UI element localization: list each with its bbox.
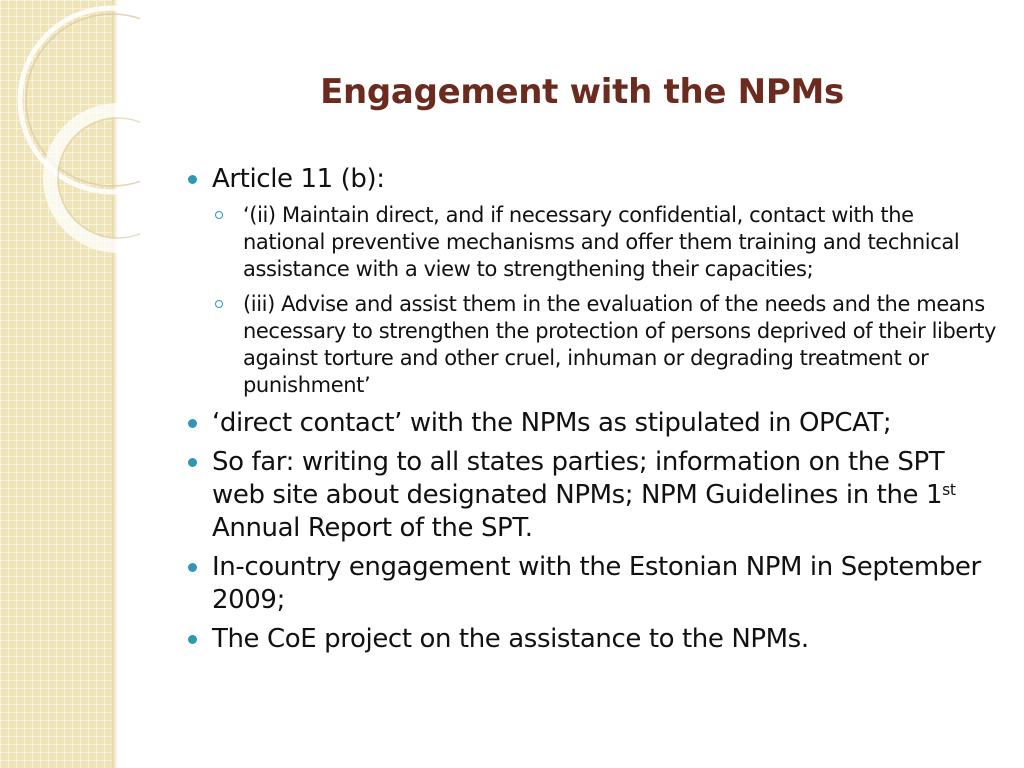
bullet-dot-icon [188,458,197,467]
sub-bullet-text: ‘(ii) Maintain direct, and if necessary confidential, contact with the national preventive mechanisms and offer them training and technical assistance with a view to strengthening their capacities; [243,203,960,281]
sub-bullet-iii [188,291,998,399]
bullet-dot-icon [188,175,197,184]
bullet-direct-contact [188,407,998,440]
bullet-text: The CoE project on the assistance to the NPMs. [212,624,809,654]
bullet-dot-icon [188,419,197,428]
sub-list [188,202,998,399]
superscript-st: st [942,481,956,500]
bullet-coe-project [188,623,998,656]
sub-bullet-ring-icon [215,211,223,219]
bullet-article-11 [188,163,998,196]
bullet-text: In-country engagement with the Estonian NPM in September 2009; [212,552,981,615]
bullet-dot-icon [188,563,197,572]
bullet-so-far [188,446,998,545]
sub-bullet-ring-icon [215,300,223,308]
bullet-in-country [188,551,998,617]
bullet-text-before: So far: writing to all states parties; information on the SPT web site about designated NPMs; NPM Guidelines in the 1 [212,447,945,510]
slide-title: Engagement with the NPMs [320,72,844,112]
decorative-circles [0,0,140,768]
bullet-text: ‘direct contact’ with the NPMs as stipulated in OPCAT; [212,408,892,438]
slide-content [188,163,998,662]
bullet-text: Article 11 (b): [212,164,385,194]
sub-bullet-text: (iii) Advise and assist them in the evaluation of the needs and the means necessary to strengthen the protection of persons deprived of their liberty against torture and other cruel, inhuman or degrading treatment or punishment’ [243,292,997,397]
sub-bullet-ii [188,202,998,283]
bullet-dot-icon [188,635,197,644]
bullet-text-after: Annual Report of the SPT. [212,513,533,543]
